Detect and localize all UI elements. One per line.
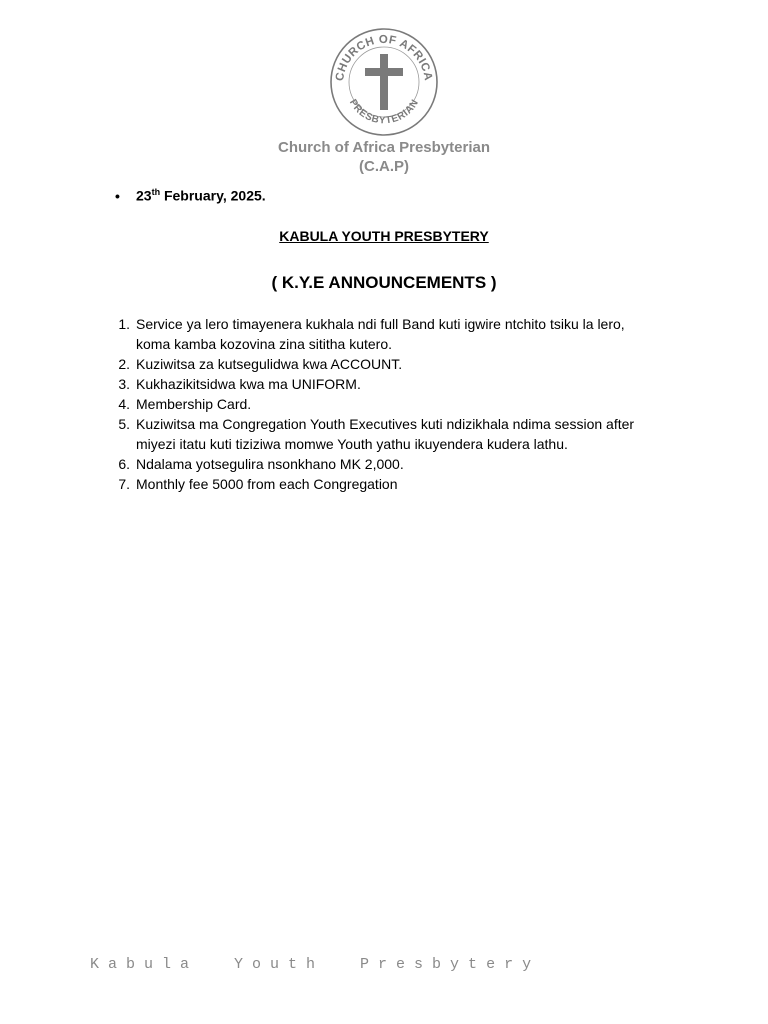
list-item-text: Membership Card. — [136, 396, 252, 412]
list-item-text: Monthly fee 5000 from each Congregation — [136, 476, 398, 492]
list-item — [108, 354, 648, 374]
list-item — [108, 414, 648, 454]
list-item-number: 2. — [118, 356, 130, 372]
list-item — [108, 474, 648, 494]
cross-icon — [365, 54, 403, 110]
organization-abbreviation: (C.A.P) — [359, 158, 409, 175]
organization-name-block — [0, 138, 768, 176]
date-day-suffix: th — [151, 187, 161, 197]
date-month-year: February, 2025. — [160, 187, 266, 204]
list-item-text: Kuziwitsa ma Congregation Youth Executives kuti ndizikhala ndima session after miyezi itatu kuti tiziziwa momwe Youth yathu ikuyendera kudera lathu. — [136, 416, 635, 452]
presbytery-heading-wrap — [0, 228, 768, 244]
list-item — [108, 314, 648, 354]
list-item-number: 3. — [118, 376, 130, 392]
logo-ring-text-bottom: PRESBYTERIAN — [346, 97, 422, 127]
date-day: 23 — [136, 187, 152, 204]
presbytery-heading: KABULA YOUTH PRESBYTERY — [279, 228, 489, 244]
bullet-icon: • — [115, 187, 120, 204]
list-item-text: Kukhazikitsidwa kwa ma UNIFORM. — [136, 376, 361, 392]
list-item — [108, 374, 648, 394]
list-item-text: Ndalama yotsegulira nsonkhano MK 2,000. — [136, 456, 404, 472]
list-item — [108, 454, 648, 474]
logo-ring-text-top: CHURCH OF AFRICA — [333, 33, 435, 82]
list-item-number: 4. — [118, 396, 130, 412]
organization-name: Church of Africa Presbyterian — [278, 139, 490, 156]
announcements-list — [108, 314, 648, 494]
list-item-text: Kuziwitsa za kutsegulidwa kwa ACCOUNT. — [136, 356, 403, 372]
list-item — [108, 394, 648, 414]
list-item-number: 6. — [118, 456, 130, 472]
date-line — [115, 187, 266, 204]
list-item-number: 7. — [118, 476, 130, 492]
list-item-number: 1. — [118, 316, 130, 332]
page-footer: K a b u l a Y o u t h P r e s b y t e r y — [90, 956, 532, 973]
announcements-heading: ( K.Y.E ANNOUNCEMENTS ) — [271, 273, 497, 292]
list-item-text: Service ya lero timayenera kukhala ndi full Band kuti igwire ntchito tsiku la lero, koma kamba kozovina zina sititha kutero. — [136, 316, 625, 352]
list-item-number: 5. — [118, 416, 130, 432]
church-logo — [329, 24, 439, 144]
